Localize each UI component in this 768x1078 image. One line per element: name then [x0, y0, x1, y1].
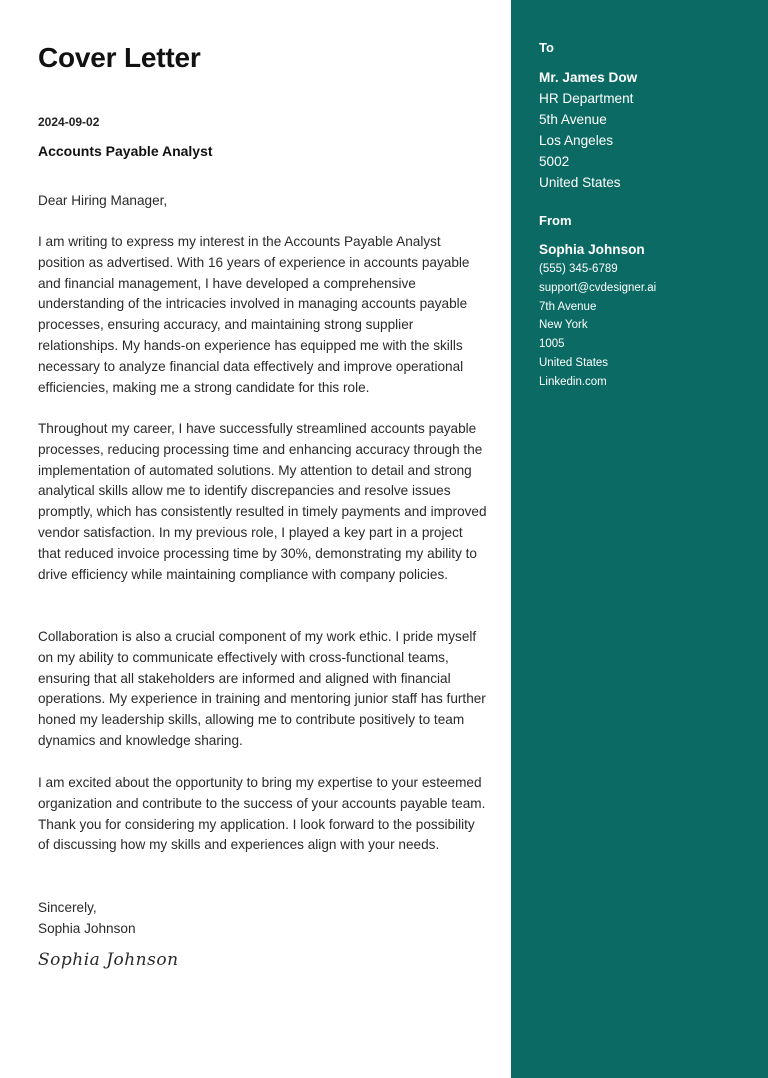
page-title: Cover Letter — [38, 42, 201, 73]
sender-email: support@cvdesigner.ai — [539, 281, 657, 294]
sender-country: United States — [539, 356, 609, 369]
recipient-name: Mr. James Dow — [539, 70, 638, 85]
body-paragraph-4: I am excited about the opportunity to bring my expertise to your esteemed organization and contribute to the success of your accounts payable team. Thank you for considering my application. I look forward to the possibility of discussing how my skills and experiences align with your needs. — [38, 775, 486, 853]
sender-name: Sophia Johnson — [539, 242, 645, 257]
recipient-department: HR Department — [539, 91, 634, 106]
recipient-zip: 5002 — [539, 154, 570, 169]
closing-block — [38, 898, 488, 940]
body-paragraph-3: Collaboration is also a crucial component of my work ethic. I pride myself on my ability to communicate effectively with cross-functional teams, ensuring that all stakeholders are informed and aligned with financial operations. My experience in training and mentoring junior staff has further honed my leadership skills, allowing me to contribute positively to team dynamics and knowledge sharing. — [38, 629, 486, 748]
letter-date: 2024-09-02 — [38, 115, 100, 129]
sender-heading: From — [539, 213, 572, 228]
sender-block — [539, 240, 656, 392]
recipient-heading: To — [539, 40, 554, 55]
position-title: Accounts Payable Analyst — [38, 143, 213, 159]
sender-zip: 1005 — [539, 338, 565, 351]
sender-phone: (555) 345-6789 — [539, 263, 618, 275]
sender-website: Linkedin.com — [539, 375, 607, 388]
closing-name: Sophia Johnson — [38, 920, 136, 936]
signature: Sophia Johnson — [38, 950, 179, 970]
salutation: Dear Hiring Manager, — [38, 193, 168, 208]
closing-phrase: Sincerely, — [38, 900, 97, 915]
recipient-street: 5th Avenue — [539, 112, 607, 127]
sender-city: New York — [539, 319, 588, 332]
sender-street: 7th Avenue — [539, 300, 597, 313]
recipient-city: Los Angeles — [539, 133, 614, 148]
recipient-block — [539, 67, 637, 193]
body-paragraph-2: Throughout my career, I have successfully streamlined accounts payable processes, reducing processing time and enhancing accuracy through the implementation of automated solutions. My attention to detail and strong analytical skills allow me to identify discrepancies and resolve issues promptly, which has consistently resulted in timely payments and improved vendor satisfaction. In my previous role, I played a key part in a project that reduced invoice processing time by 30%, demonstrating my ability to drive efficiency while maintaining compliance with company policies. — [38, 421, 487, 582]
recipient-country: United States — [539, 175, 621, 190]
body-paragraph-1: I am writing to express my interest in the Accounts Payable Analyst position as advertised. With 16 years of experience in accounts payable and financial management, I have developed a comprehensive understanding of the intricacies involved in managing accounts payable processes, ensuring accuracy, and maintaining strong supplier relationships. My hands-on experience has equipped me with the skills necessary to analyze financial data effectively and improve operational efficiencies, making me a strong candidate for this role. — [38, 234, 470, 395]
